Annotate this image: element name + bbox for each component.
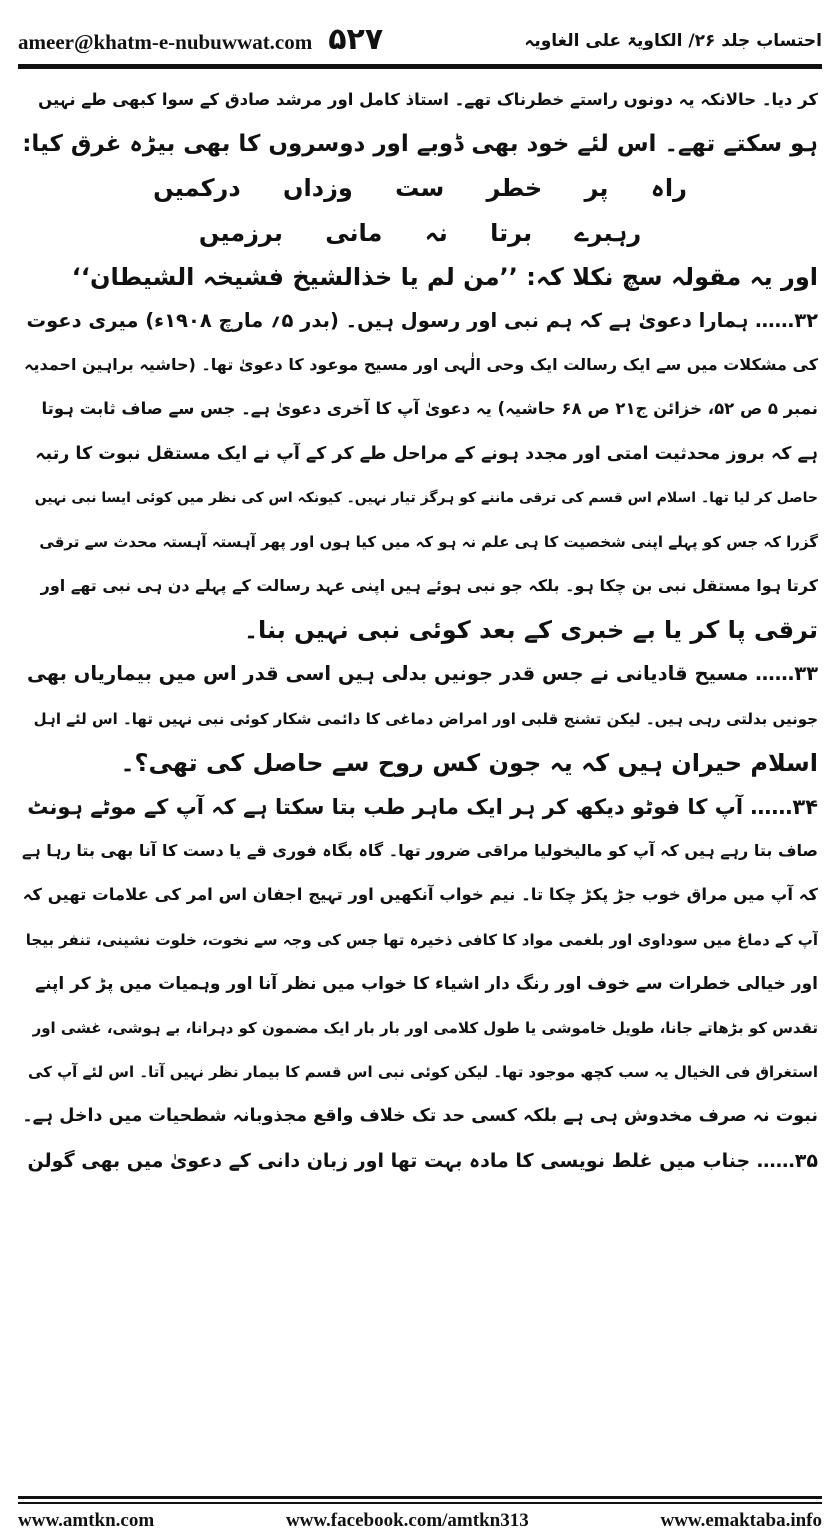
text-line: ۳۳…… مسیح قادیانی نے جس قدر جونیں بدلی ہیں اسی قدر اس میں بیماریاں بھی xyxy=(26,662,818,686)
text-line: اسلام حیران ہیں کہ یہ جون کس روح سے حاصل کی تھی؟۔ xyxy=(120,748,818,777)
text-line: کہ آپ میں مراق خوب جڑ پکڑ چکا تا۔ نیم خواب آنکھیں اور تہیج اجفان اس امر کی علامات تھیں کہ xyxy=(22,885,818,905)
text-line: کرتا ہوا مستقل نبی بن چکا ہو۔ بلکہ جو نبی ہوئے ہیں اپنی عہد رسالت کے پہلے دن ہی نبی تھے اور xyxy=(40,576,818,596)
text-line: ترقی پا کر یا بے خبری کے بعد کوئی نبی نہیں بنا۔ xyxy=(243,616,818,645)
text-line: ۳۵…… جناب میں غلط نویسی کا مادہ بہت تھا اور زبان دانی کے دعویٰ میں بھی گولن xyxy=(27,1149,818,1172)
verse-line: رہبرے برتا نہ مانی برزمیں xyxy=(198,218,642,247)
text-line: جونیں بدلتی رہی ہیں۔ لیکن تشنج قلبی اور امراض دماغی کا دائمی شکار کوئی نبی نہیں تھا۔ اس لئے اہل xyxy=(33,709,818,728)
quote-line: اور یہ مقولہ سچ نکلا کہ: ’’من لم یا خذالشیخ فشیخہ الشیطان‘‘ xyxy=(71,262,818,291)
text-line: ۳۴…… آپ کا فوٹو دیکھ کر ہر ایک ماہر طب بتا سکتا ہے کہ آپ کے موٹے ہونٹ xyxy=(27,795,818,819)
text-line: آپ کے دماغ میں سوداوی اور بلغمی مواد کا کافی ذخیرہ تھا جس کی وجہ سے نخوت، خلوت نشینی، تنفر بیجا xyxy=(25,930,818,949)
text-line: اور خیالی خطرات سے خوف اور رنگ دار اشیاء کا خواب میں نظر آنا اور وہمیات میں پڑ کر اپنے xyxy=(35,973,818,994)
header-email[interactable]: ameer@khatm-e-nubuwwat.com xyxy=(18,30,313,54)
text-line: صاف بتا رہے ہیں کہ آپ کو مالیخولیا مراقی ضرور تھا۔ گاہ بگاہ فوری قے یا دست کا آنا بھی بتا رہا ہے xyxy=(22,841,818,861)
text-line: گزرا کہ جس کو پہلے اپنی شخصیت کا ہی علم نہ ہو کہ میں کیا ہوں اور پھر آہستہ آہستہ محدث سے ترقی xyxy=(39,532,818,551)
text-line: حاصل کر لیا تھا۔ اسلام اس قسم کی ترقی ماننے کو ہرگز تیار نہیں۔ کیونکہ اس کی نظر میں کوئی ایسا نبی نہیں xyxy=(34,489,818,506)
text-line: کی مشکلات میں سے ایک رسالت ایک وحی الٰہی اور مسیح موعود کا دعویٰ تھا۔ (حاشیہ براہین احمدیہ xyxy=(24,355,818,375)
text-line: نبوت نہ صرف مخدوش ہی ہے بلکہ کسی حد تک خلاف واقع مجذوبانہ شطحیات میں داخل ہے۔ xyxy=(22,1106,818,1127)
footer-link-emaktaba[interactable]: www.emaktaba.info xyxy=(660,1510,822,1531)
header-rule xyxy=(18,64,822,69)
footer-rule-thick xyxy=(18,1496,822,1499)
text-line: ہو سکتے تھے۔ اس لئے خود بھی ڈوبے اور دوسروں کا بھی بیڑہ غرق کیا: xyxy=(22,131,818,158)
text-line: کر دیا۔ حالانکہ یہ دونوں راستے خطرناک تھے۔ استاذ کامل اور مرشد صادق کے سوا کبھی طے نہیں xyxy=(38,90,818,109)
text-line: ہے کہ بروز محدثیت امتی اور مجدد ہونے کے مراحل طے کر کے آپ نے ایک مستقل نبوت کا رتبہ xyxy=(35,443,818,464)
footer-link-facebook[interactable]: www.facebook.com/amtkn313 xyxy=(285,1510,529,1531)
text-line: استغراق فی الخیال یہ سب کچھ موجود تھا۔ لیکن کوئی نبی اس قسم کا بیمار نظر نہیں آتا۔ اس لئے آپ کی xyxy=(27,1063,818,1082)
page-footer xyxy=(18,1508,822,1534)
text-line: نمبر ۵ ص ۵۲، خزائن ج۲۱ ص ۶۸ حاشیہ) یہ دعویٰ آپ کا آخری دعویٰ ہے۔ جس سے صاف ثابت ہوتا xyxy=(41,399,818,419)
footer-link-amtkn[interactable]: www.amtkn.com xyxy=(18,1510,155,1531)
page-body xyxy=(22,78,818,1183)
footer-rule-thin xyxy=(18,1502,822,1504)
text-line: تقدس کو بڑھاتے جانا، طویل خاموشی یا طول کلامی اور بار بار ایک مضمون کو دہرانا، بے ہوشی، غشی اور xyxy=(32,1018,818,1037)
page-number: ۵۲۷ xyxy=(328,22,384,57)
page-header xyxy=(18,18,822,62)
book-title: احتساب جلد ۲۶/ الکاویۃ علی الغاویہ xyxy=(524,30,822,51)
text-line: ۳۲…… ہمارا دعویٰ ہے کہ ہم نبی اور رسول ہیں۔ (بدر ۵؍ مارچ ۱۹۰۸ء) میری دعوت xyxy=(26,308,818,332)
header-left xyxy=(18,22,384,57)
verse-line: راہ پر خطر ست وزداں درکمیں xyxy=(153,174,687,203)
